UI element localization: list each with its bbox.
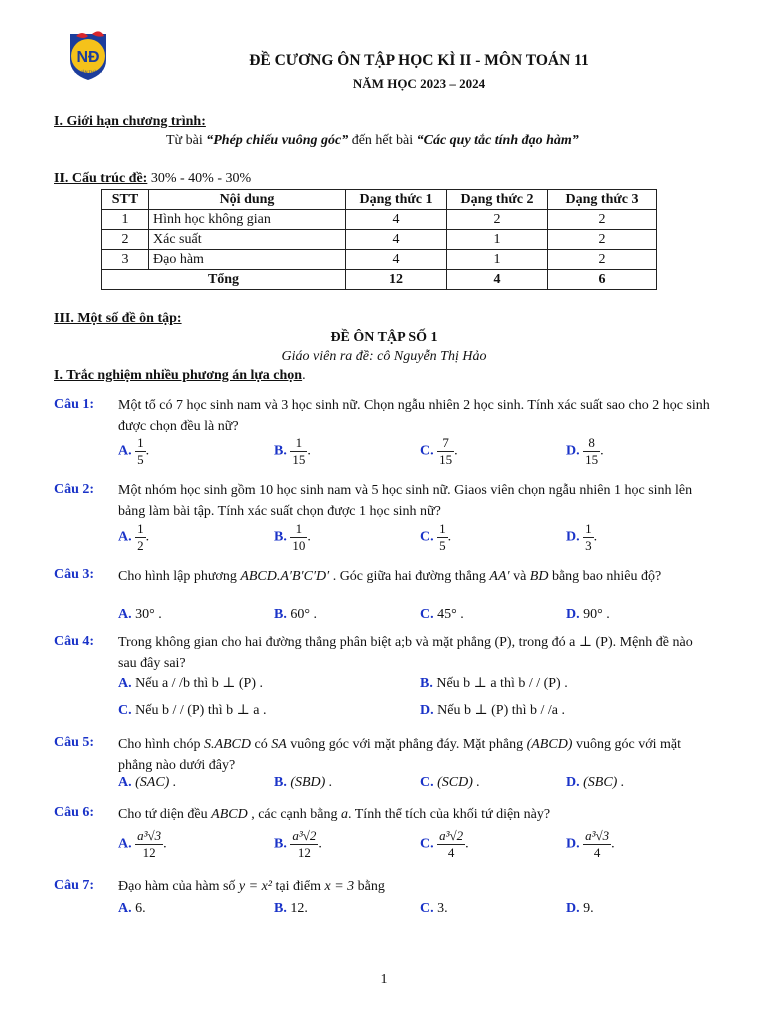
fraction-denominator: 4 [447, 845, 455, 860]
section-2-heading: II. Cấu trúc đề: [54, 171, 148, 186]
option-key: D. [566, 836, 580, 852]
table-cell: 2 [447, 210, 548, 230]
text-run: bằng [354, 879, 385, 894]
option-d [566, 901, 594, 917]
fraction-numerator: a³√2 [439, 828, 464, 843]
option-key: D. [566, 775, 580, 790]
math-expr: ABCD.A′B′C′D′ [240, 569, 330, 584]
option-a: A. $\frac{\text{a³√3}}{12}$ . [118, 828, 167, 860]
option-b: B. $\frac{1}{10}$ . [274, 521, 311, 553]
total-cell: 12 [346, 270, 447, 290]
question-label: Câu 5: [54, 735, 95, 750]
fraction-denominator: 12 [142, 845, 156, 860]
question-label: Câu 2: [54, 482, 95, 497]
option-value: Nếu b ⊥ a thì b / / (P) . [432, 676, 568, 691]
table-cell: 1 [447, 250, 548, 270]
fraction-numerator: 1 [137, 521, 144, 536]
option-key: A. [118, 676, 132, 691]
text-run: và [509, 569, 530, 584]
table-header: Dạng thức 1 [346, 190, 447, 210]
math-expr: BD [529, 569, 549, 584]
question-text [118, 876, 714, 897]
question-text: Một nhóm học sinh gồm 10 học sinh nam và 5 học sinh nữ. Giaos viên chọn ngẫu nhiên 1 học sinh lên bảng làm bài tập. Tính xác suất chọn được 1 học sinh nữ? [118, 483, 693, 519]
option-value: Nếu a / /b thì b ⊥ (P) . [131, 676, 263, 691]
text-run: . Góc giữa hai đường thẳng [329, 569, 490, 584]
table-cell: Xác suất [149, 230, 346, 250]
math-expr: ABCD [211, 807, 248, 822]
option-key: B. [274, 775, 287, 790]
text-run: Cho tứ diện đều [118, 807, 212, 822]
scope-mid: đến hết bài [348, 133, 417, 148]
option-b [274, 901, 308, 917]
table-cell: 3 [102, 250, 149, 270]
fraction-denominator: 5 [137, 452, 144, 467]
option-value: (SCD) . [433, 775, 480, 790]
text-run: . Tính thể tích của khối tứ diện này? [348, 807, 551, 822]
option-key: C. [420, 775, 434, 790]
option-a: A. $\frac{1}{5}$ . [118, 435, 150, 467]
text-run: bằng bao nhiêu độ? [548, 569, 662, 584]
section-2-line [54, 171, 251, 187]
fraction-numerator: 1 [137, 435, 144, 450]
table-header: STT [102, 190, 149, 210]
question-label: Câu 6: [54, 805, 95, 820]
fraction-denominator: 10 [292, 538, 306, 553]
option-value: 12. [286, 901, 308, 916]
option-value: 6. [131, 901, 146, 916]
question-text: Trong không gian cho hai đường thẳng phân biệt a;b và mặt phẳng (P), trong đó a ⊥ (P). Mệnh đề nào sau đây sai? [118, 635, 693, 671]
option-key: A. [118, 529, 132, 545]
option-key: A. [118, 775, 132, 790]
option-d: D. $\frac{1}{3}$ . [566, 521, 598, 553]
scope-prefix: Từ bài [166, 133, 207, 148]
option-key: C. [420, 529, 434, 545]
option-b [274, 607, 317, 623]
option-a [118, 607, 162, 623]
option-key: A. [118, 443, 132, 459]
option-c [118, 702, 267, 719]
option-key: B. [274, 529, 287, 545]
option-b: B. $\frac{\text{a³√2}}{12}$ . [274, 828, 322, 860]
option-key: C. [420, 901, 434, 916]
text-run: có [251, 737, 272, 752]
fraction-denominator: 3 [585, 538, 592, 553]
table-cell: 4 [346, 210, 447, 230]
table-row [102, 210, 657, 230]
fraction-numerator: 1 [290, 435, 307, 452]
question-label: Câu 7: [54, 878, 95, 893]
option-key: A. [118, 836, 132, 852]
option-d [566, 607, 610, 623]
option-value: 45° . [433, 607, 464, 622]
table-cell: Đạo hàm [149, 250, 346, 270]
table-header: Nội dung [149, 190, 346, 210]
option-key: D. [566, 529, 580, 545]
question-label: Câu 4: [54, 634, 95, 649]
math-expr: a [341, 807, 348, 822]
option-value: 30° . [131, 607, 162, 622]
math-expr: x = 3 [324, 879, 355, 894]
total-label: Tổng [102, 270, 346, 290]
logo-subtext: THUẬN THÀNH [73, 69, 103, 74]
text-run: tại điểm [272, 879, 325, 894]
option-key: A. [118, 607, 132, 622]
fraction-numerator: 8 [583, 435, 600, 452]
table-cell: 1 [102, 210, 149, 230]
document-title: ĐỀ CƯƠNG ÔN TẬP HỌC KÌ II - MÔN TOÁN 11 [249, 52, 589, 69]
table-header: Dạng thức 2 [447, 190, 548, 210]
option-value: 9. [579, 901, 594, 916]
table-total-row [102, 270, 657, 290]
option-b [274, 775, 332, 791]
fraction-numerator: a³√2 [292, 828, 317, 843]
text-run: vuông góc với mặt phẳng nào dưới đây? [118, 737, 681, 773]
total-cell: 4 [447, 270, 548, 290]
option-d: D. $\frac{8}{15}$ . [566, 435, 604, 467]
page-number: 1 [380, 972, 388, 987]
fraction-numerator: a³√3 [137, 828, 162, 843]
section-1-heading: I. Giới hạn chương trình: [54, 114, 206, 129]
option-key: C. [118, 703, 132, 718]
table-row [102, 250, 657, 270]
fraction-numerator: 1 [290, 521, 307, 538]
table-header: Dạng thức 3 [548, 190, 657, 210]
section-1-scope [166, 133, 579, 149]
option-a: A. $\frac{1}{2}$ . [118, 521, 150, 553]
part-1-line [54, 368, 306, 384]
part-1-heading: I. Trắc nghiệm nhiều phương án lựa chọn [54, 368, 303, 383]
text-run: Cho hình chóp [118, 737, 204, 752]
question-text [118, 734, 714, 776]
table-header-row [102, 190, 657, 210]
option-value: 60° . [286, 607, 317, 622]
option-c [420, 607, 464, 623]
option-key: B. [274, 443, 287, 459]
fraction-numerator: 7 [437, 435, 454, 452]
fraction-numerator: 1 [585, 521, 592, 536]
table-cell: 4 [346, 230, 447, 250]
option-b [420, 675, 568, 692]
table-cell: 2 [102, 230, 149, 250]
option-c [420, 775, 480, 791]
option-a [118, 901, 146, 917]
option-c [420, 901, 448, 917]
option-value: 90° . [579, 607, 610, 622]
option-key: C. [420, 836, 434, 852]
fraction-denominator: 15 [292, 452, 306, 467]
option-d [566, 775, 624, 791]
text-run: vuông góc với mặt phẳng đáy. Mặt phẳng [286, 737, 527, 752]
option-key: C. [420, 607, 434, 622]
teacher-line: Giáo viên ra đề: cô Nguyễn Thị Hảo [281, 349, 487, 364]
math-expr: AA′ [489, 569, 510, 584]
option-d [420, 702, 565, 719]
text-run: Cho hình lập phương [118, 569, 241, 584]
structure-ratio: 30% - 40% - 30% [147, 171, 252, 186]
table-cell: 2 [548, 210, 657, 230]
table-row [102, 230, 657, 250]
fraction-denominator: 2 [137, 538, 144, 553]
structure-table [101, 189, 657, 290]
option-b: B. $\frac{1}{15}$ . [274, 435, 311, 467]
math-expr: y = x² [238, 879, 272, 894]
option-key: B. [274, 836, 287, 852]
option-key: D. [566, 607, 580, 622]
option-c: C. $\frac{7}{15}$ . [420, 435, 458, 467]
option-a [118, 675, 263, 692]
scope-to: “Các quy tắc tính đạo hàm” [416, 133, 579, 148]
question-label: Câu 1: [54, 397, 95, 412]
fraction-denominator: 15 [585, 452, 599, 467]
fraction-denominator: 4 [593, 845, 601, 860]
table-cell: 1 [447, 230, 548, 250]
question-text [118, 566, 714, 587]
option-c: C. $\frac{\text{a³√2}}{4}$ . [420, 828, 469, 860]
text-run: Đạo hàm của hàm số [118, 879, 239, 894]
exam-title: ĐỀ ÔN TẬP SỐ 1 [330, 330, 438, 345]
fraction-numerator: 1 [439, 521, 446, 536]
option-key: D. [566, 443, 580, 459]
fraction-denominator: 12 [297, 845, 311, 860]
total-cell: 6 [548, 270, 657, 290]
option-value: (SBC) . [579, 775, 625, 790]
option-a [118, 775, 176, 791]
text-run: , các cạnh bằng [247, 807, 341, 822]
fraction-denominator: 15 [439, 452, 453, 467]
section-3-heading: III. Một số đề ôn tập: [54, 311, 182, 326]
option-value: (SAC) . [131, 775, 177, 790]
question-label: Câu 3: [54, 567, 95, 582]
option-key: D. [566, 901, 580, 916]
school-year: NĂM HỌC 2023 – 2024 [352, 76, 486, 91]
option-key: D. [420, 703, 434, 718]
logo-text: NĐ [76, 49, 100, 66]
math-expr: SA [271, 737, 287, 752]
math-expr: S.ABCD [203, 737, 252, 752]
question-text: Một tổ có 7 học sinh nam và 3 học sinh nữ. Chọn ngẫu nhiên 2 học sinh. Tính xác suất sao cho 2 học sinh được chọn đều là nữ? [118, 398, 710, 434]
option-value: Nếu b ⊥ (P) thì b / /a . [433, 703, 565, 718]
math-expr: (ABCD) [526, 737, 573, 752]
table-cell: Hình học không gian [149, 210, 346, 230]
option-key: B. [274, 901, 287, 916]
table-cell: 2 [548, 250, 657, 270]
option-value: 3. [433, 901, 448, 916]
option-d: D. $\frac{\text{a³√3}}{4}$ . [566, 828, 615, 860]
table-cell: 4 [346, 250, 447, 270]
option-key: B. [274, 607, 287, 622]
option-value: Nếu b / / (P) thì b ⊥ a . [131, 703, 267, 718]
scope-from: “Phép chiếu vuông góc” [206, 133, 349, 148]
option-key: B. [420, 676, 433, 691]
fraction-denominator: 5 [439, 538, 446, 553]
option-key: C. [420, 443, 434, 459]
question-text [118, 804, 714, 825]
fraction-numerator: a³√3 [585, 828, 610, 843]
option-value: (SBD) . [286, 775, 333, 790]
table-cell: 2 [548, 230, 657, 250]
part-1-dot: . [302, 368, 306, 383]
option-c: C. $\frac{1}{5}$ . [420, 521, 452, 553]
option-key: A. [118, 901, 132, 916]
